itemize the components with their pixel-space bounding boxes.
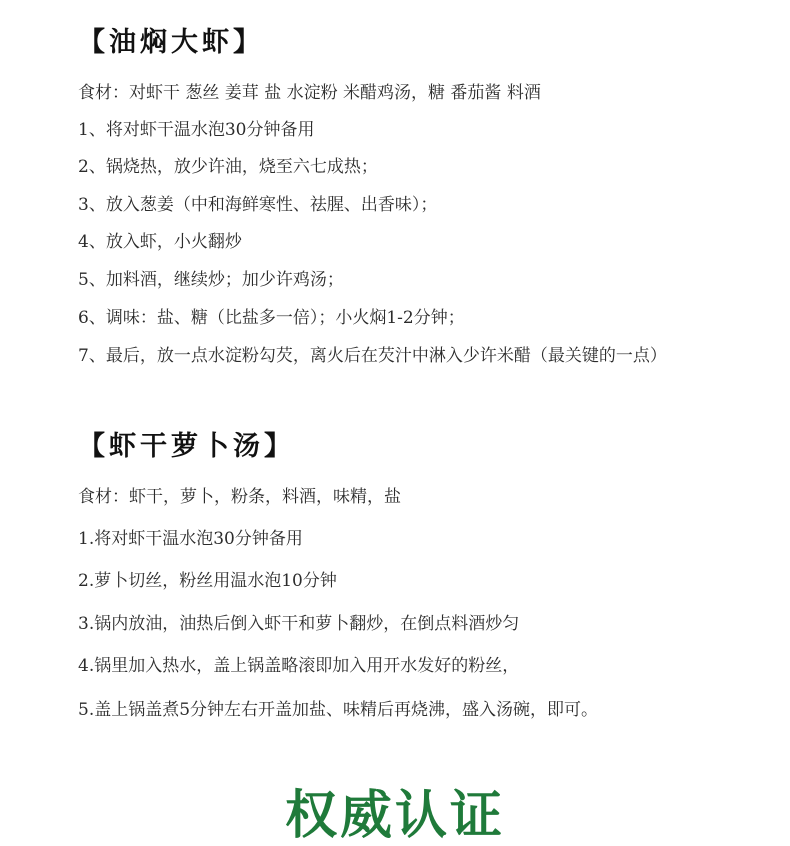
recipe-title: 【油焖大虾】	[78, 27, 264, 58]
recipe-title: 【虾干萝卜汤】	[78, 431, 295, 462]
step-line: 2.萝卜切丝，粉丝用温水泡10分钟	[78, 571, 337, 591]
step-line: 4.锅里加入热水，盖上锅盖略滚即加入用开水发好的粉丝，	[78, 656, 520, 676]
step-line: 5、加料酒，继续炒；加少许鸡汤；	[78, 270, 344, 290]
step-line: 4、放入虾，小火翻炒	[78, 232, 242, 252]
step-line: 1.将对虾干温水泡30分钟备用	[78, 529, 303, 549]
step-line: 3.锅内放油，油热后倒入虾干和萝卜翻炒，在倒点料酒炒匀	[78, 614, 520, 634]
step-line: 7、最后，放一点水淀粉勾芡，离火后在芡汁中淋入少许米醋（最关键的一点）	[78, 346, 667, 366]
section-heading-certification: 权威认证	[284, 786, 505, 846]
ingredients-line: 食材：对虾干 葱丝 姜茸 盐 水淀粉 米醋鸡汤，糖 番茄酱 料酒	[78, 83, 541, 103]
ingredients-line: 食材：虾干，萝卜，粉条，料酒，味精，盐	[78, 487, 401, 507]
step-line: 3、放入葱姜（中和海鲜寒性、祛腥、出香味）；	[78, 195, 438, 215]
step-line: 1、将对虾干温水泡30分钟备用	[78, 120, 315, 140]
step-line: 6、调味：盐、糖（比盐多一倍）；小火焖1-2分钟；	[78, 308, 465, 328]
step-line: 2、锅烧热，放少许油，烧至六七成热；	[78, 157, 378, 177]
step-line: 5.盖上锅盖煮5分钟左右开盖加盐、味精后再烧沸，盛入汤碗，即可。	[78, 700, 599, 720]
